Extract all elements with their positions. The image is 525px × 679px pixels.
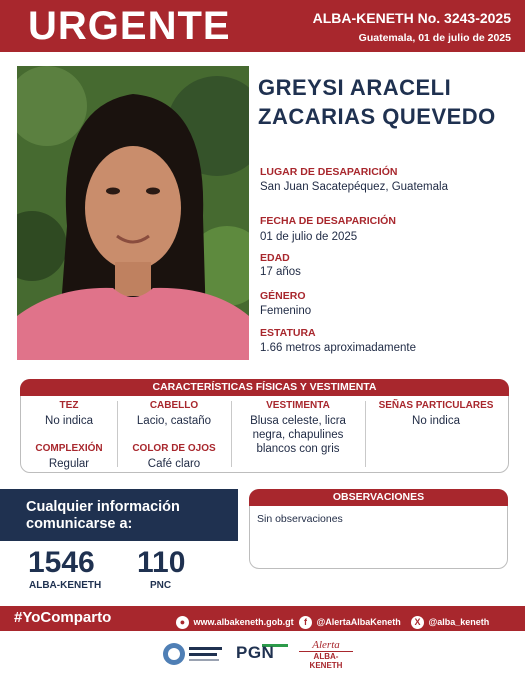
facebook-link[interactable] bbox=[299, 612, 401, 630]
disappearance-date-value: 01 de julio de 2025 bbox=[260, 231, 358, 243]
characteristics-title: CARACTERÍSTICAS FÍSICAS Y VESTIMENTA bbox=[20, 379, 509, 396]
guatemala-commission-logo bbox=[162, 640, 224, 668]
case-number: ALBA-KENETH No. 3243-2025 bbox=[312, 10, 511, 26]
person-name-line2: ZACARIAS QUEVEDO bbox=[258, 104, 496, 129]
missing-person-photo bbox=[17, 66, 249, 360]
observations-title: OBSERVACIONES bbox=[249, 489, 508, 506]
height-label: ESTATURA bbox=[260, 327, 316, 339]
alba-keneth-phone: 1546 bbox=[28, 546, 95, 579]
eye-color-value: Café claro bbox=[147, 458, 201, 470]
build-label: COMPLEXIÓN bbox=[35, 443, 103, 454]
distinguishing-marks-value: No indica bbox=[412, 415, 460, 427]
eye-color-label: COLOR DE OJOS bbox=[132, 443, 216, 454]
x-text: @alba_keneth bbox=[428, 617, 490, 627]
gender-label: GÉNERO bbox=[260, 290, 306, 302]
alba-keneth-phone-label: ALBA-KENETH bbox=[29, 580, 102, 591]
alba-keneth-text: ALBA-KENETH bbox=[299, 651, 353, 670]
observations-text: Sin observaciones bbox=[257, 513, 343, 525]
contact-line1: Cualquier información bbox=[26, 499, 180, 515]
skin-label: TEZ bbox=[59, 400, 79, 411]
x-link[interactable] bbox=[411, 612, 489, 630]
clothing-line1: Blusa celeste, licra bbox=[250, 415, 346, 427]
age-value: 17 años bbox=[260, 266, 301, 278]
globe-icon: ● bbox=[176, 616, 189, 629]
age-label: EDAD bbox=[260, 252, 290, 264]
pnc-phone-label: PNC bbox=[150, 580, 172, 591]
hashtag: #YoComparto bbox=[14, 609, 112, 626]
hair-label: CABELLO bbox=[149, 400, 199, 411]
urgent-title: URGENTE bbox=[28, 4, 231, 48]
website-link[interactable] bbox=[176, 612, 294, 630]
person-name-line1: GREYSI ARACELI bbox=[258, 75, 452, 100]
disappearance-place-value: San Juan Sacatepéquez, Guatemala bbox=[260, 181, 448, 193]
skin-value: No indica bbox=[45, 415, 93, 427]
distinguishing-marks-label: SEÑAS PARTICULARES bbox=[378, 400, 494, 411]
clothing-column bbox=[232, 400, 364, 456]
hair-column bbox=[118, 400, 230, 471]
clothing-label: VESTIMENTA bbox=[266, 400, 330, 411]
clothing-line3: blancos con gris bbox=[256, 443, 340, 455]
person-name bbox=[258, 73, 496, 131]
photo-illustration bbox=[17, 66, 249, 360]
pgn-logo bbox=[234, 641, 290, 669]
height-value: 1.66 metros aproximadamente bbox=[260, 342, 416, 354]
skin-column bbox=[22, 400, 116, 471]
facebook-text: @AlertaAlbaKeneth bbox=[316, 617, 401, 627]
x-icon: X bbox=[411, 616, 424, 629]
pgn-text: PGN bbox=[236, 643, 275, 662]
header-place-date: Guatemala, 01 de julio de 2025 bbox=[358, 32, 511, 44]
coat-of-arms-icon bbox=[162, 640, 224, 668]
alerta-alba-keneth-logo bbox=[299, 639, 353, 670]
contact-line2: comunicarse a: bbox=[26, 516, 133, 532]
marks-column bbox=[366, 400, 506, 428]
facebook-icon: f bbox=[299, 616, 312, 629]
disappearance-place-label: LUGAR DE DESAPARICIÓN bbox=[260, 166, 398, 178]
gender-value: Femenino bbox=[260, 305, 312, 317]
hair-value: Lacio, castaño bbox=[136, 415, 212, 427]
clothing-line2: negra, chapulines bbox=[252, 429, 344, 441]
disappearance-date-label: FECHA DE DESAPARICIÓN bbox=[260, 215, 396, 227]
pnc-phone: 110 bbox=[137, 546, 186, 579]
alerta-text: Alerta bbox=[312, 639, 340, 651]
contact-text bbox=[26, 499, 180, 533]
build-value: Regular bbox=[48, 458, 90, 470]
website-text: www.albakeneth.gob.gt bbox=[193, 617, 294, 627]
